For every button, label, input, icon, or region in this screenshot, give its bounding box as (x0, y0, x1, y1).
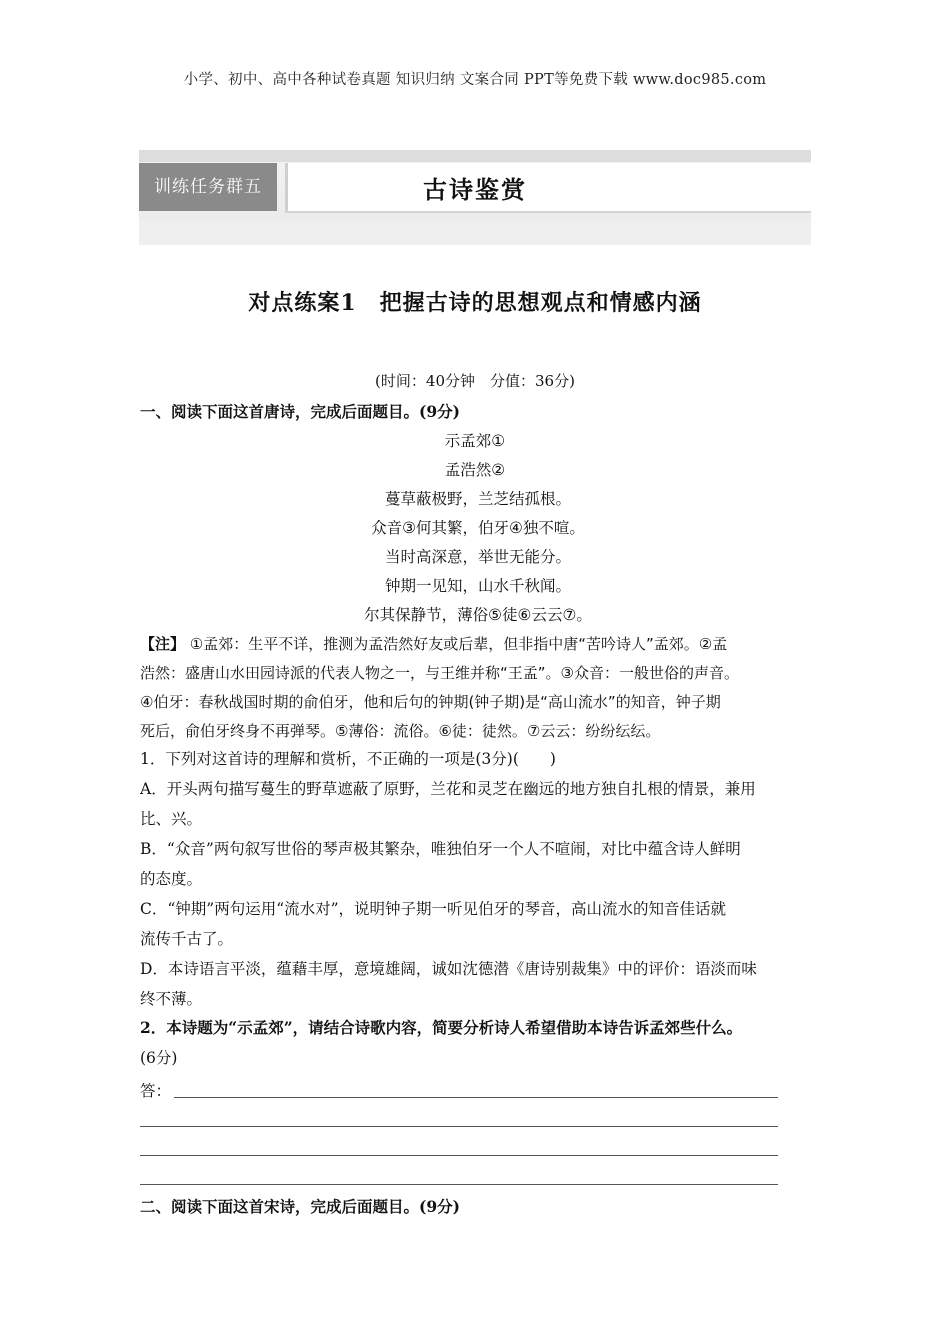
answer-line[interactable] (174, 1096, 778, 1098)
poem-notes (140, 630, 812, 746)
option-c: C．“钟期”两句运用“流水对”，说明钟子期一听见伯牙的琴音，高山流水的知音佳话就 (140, 900, 727, 918)
section1-heading: 一、阅读下面这首唐诗，完成后面题目。(9分) (140, 402, 460, 421)
notes-line: 浩然：盛唐山水田园诗派的代表人物之一，与王维并称“王孟”。③众音：一般世俗的声音。 (140, 664, 739, 682)
banner-title: 古诗鉴赏 (423, 175, 527, 204)
option-c-cont: 流传千古了。 (140, 930, 234, 948)
answer-label: 答： (140, 1082, 172, 1100)
banner-top-strip (139, 150, 811, 162)
option-a: A．开头两句描写蔓生的野草遮蔽了原野，兰花和灵芝在幽远的地方独自扎根的情景，兼用 (140, 780, 756, 798)
question-2-stem-line2: (6分) (140, 1049, 178, 1067)
poem-line: 众音③何其繁，伯牙④独不喧。 (371, 519, 585, 537)
notes-line: 死后，俞伯牙终身不再弹琴。⑤薄俗：流俗。⑥徒：徒然。⑦云云：纷纷纭纭。 (140, 722, 661, 740)
poem-line: 钟期一见知，山水千秋闻。 (384, 577, 571, 595)
poem-line: 当时高深意，举世无能分。 (384, 548, 571, 566)
section2-heading: 二、阅读下面这首宋诗，完成后面题目。(9分) (140, 1197, 460, 1216)
poem (0, 427, 950, 630)
page-header: 小学、初中、高中各种试卷真题 知识归纳 文案合同 PPT等免费下载 www.doc985.com (183, 72, 767, 88)
question-1 (140, 744, 812, 1014)
option-b-cont: 的态度。 (140, 870, 203, 888)
option-d-cont: 终不薄。 (140, 990, 203, 1008)
notes-line: ①孟郊：生平不详，推测为孟浩然好友或后辈，但非指中唐“苦吟诗人”孟郊。②孟 (189, 635, 728, 653)
banner-tag: 训练任务群五 (139, 163, 277, 211)
option-a-cont: 比、兴。 (140, 810, 203, 828)
poem-line: 尔其保静节，薄俗⑤徒⑥云云⑦。 (364, 606, 592, 624)
answer-line[interactable] (140, 1154, 778, 1156)
option-d: D．本诗语言平淡，蕴藉丰厚，意境雄阔，诚如沈德潜《唐诗别裁集》中的评价：语淡而味 (140, 960, 757, 978)
notes-line: ④伯牙：春秋战国时期的俞伯牙，他和后句的钟期(钟子期)是“高山流水”的知音，钟子期 (140, 693, 721, 711)
question-1-stem: 1．下列对这首诗的理解和赏析，不正确的一项是(3分)( ) (140, 750, 556, 768)
answer-line[interactable] (140, 1183, 778, 1185)
answer-line[interactable] (140, 1125, 778, 1127)
page-title: 对点练案1 把握古诗的思想观点和情感内涵 (248, 290, 702, 316)
option-b: B．“众音”两句叙写世俗的琴声极其繁杂，唯独伯牙一个人不喧闹，对比中蕴含诗人鲜明 (140, 840, 741, 858)
question-2-stem (140, 1013, 812, 1043)
banner-bottom-strip (139, 221, 811, 245)
question-2-stem-line1: 2．本诗题为“示孟郊”，请结合诗歌内容，简要分析诗人希望借助本诗告诉孟郊些什么。 (140, 1018, 743, 1037)
notes-label: 【注】 (140, 635, 186, 653)
poem-author: 孟浩然② (444, 461, 506, 479)
poem-line: 蔓草蔽极野，兰芝结孤根。 (384, 490, 571, 508)
time-score-info: (时间：40分钟 分值：36分) (375, 372, 575, 390)
poem-title: 示孟郊① (444, 432, 506, 450)
question-2-score (140, 1043, 812, 1073)
